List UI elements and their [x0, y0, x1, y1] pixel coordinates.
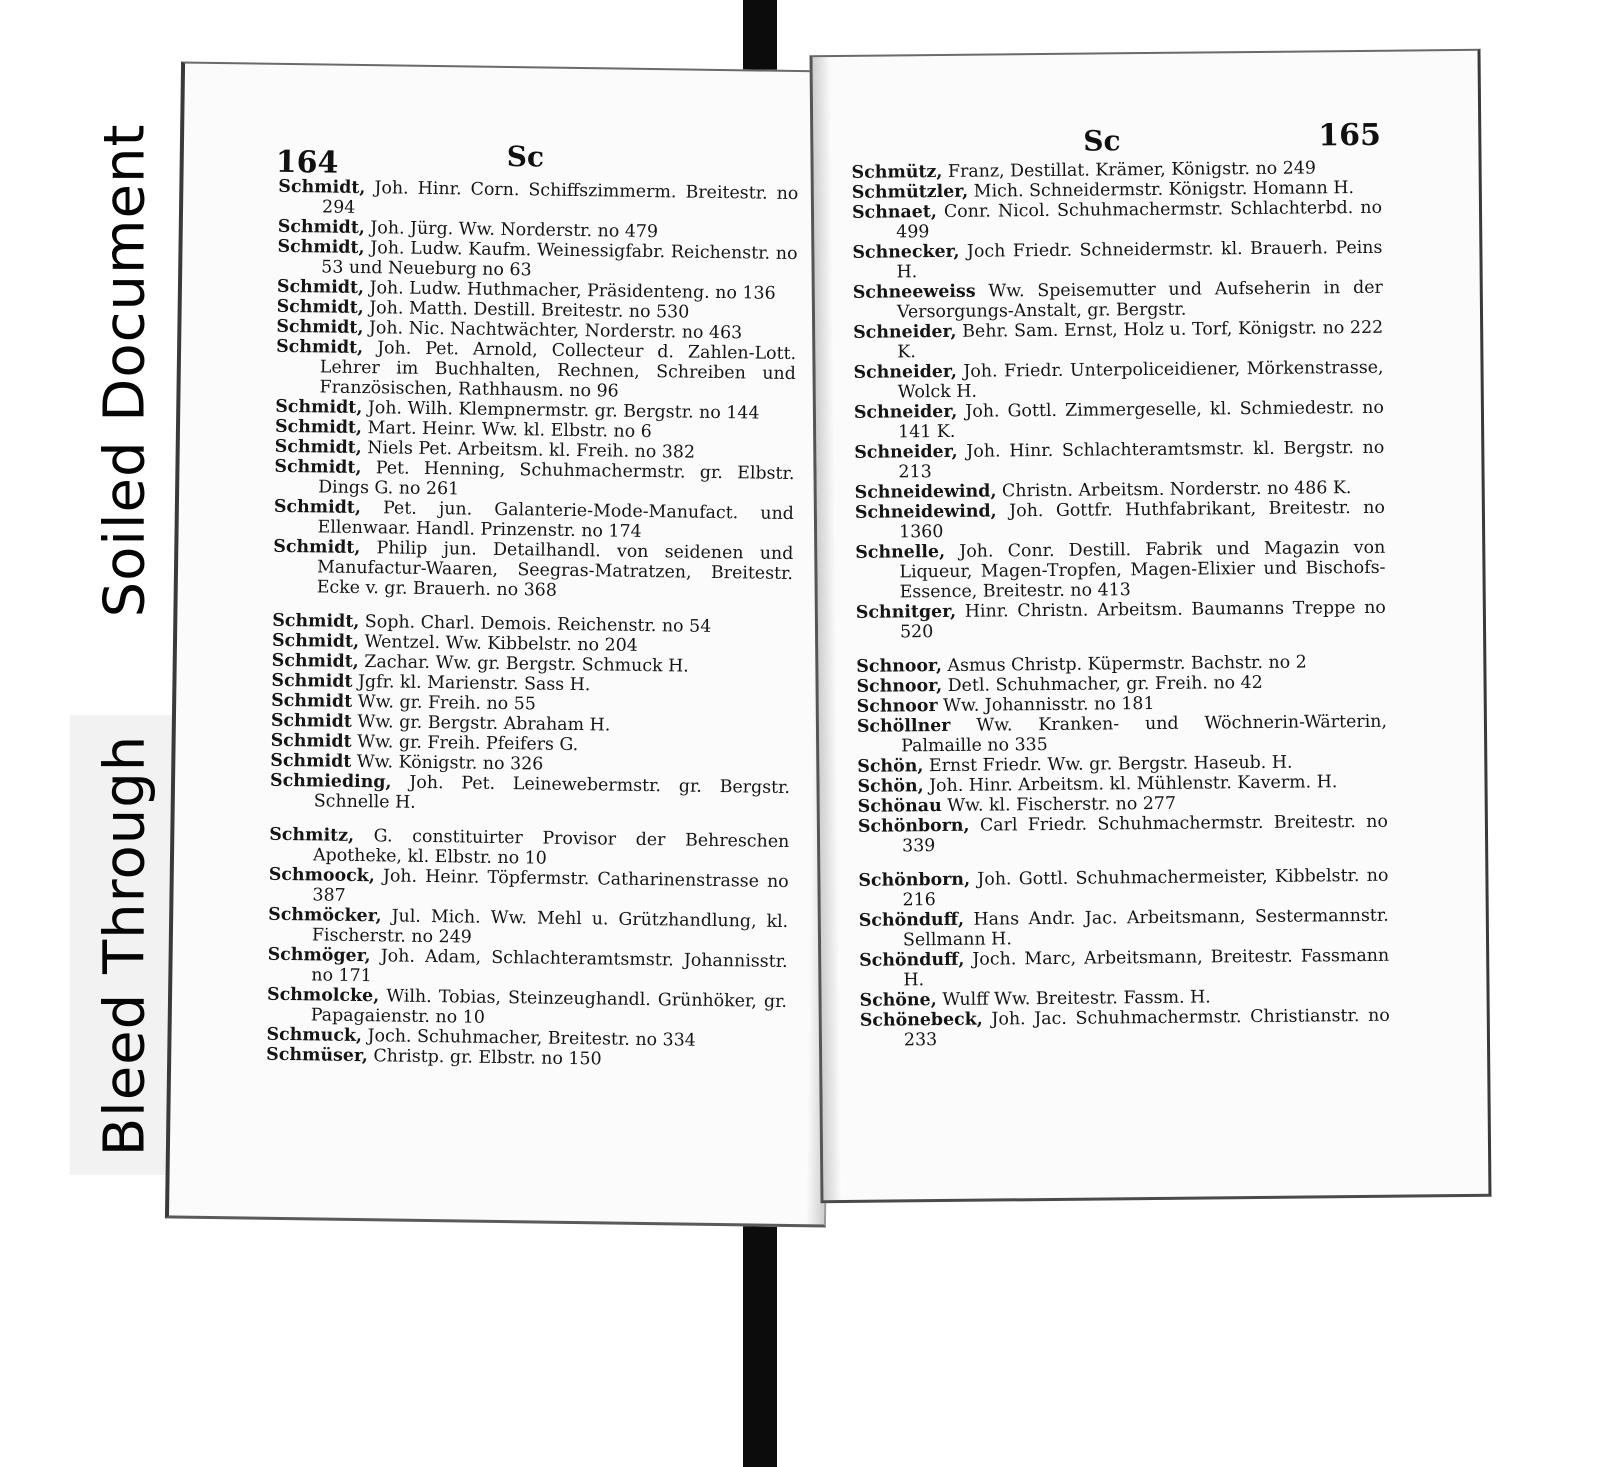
entry-surname: Schönau	[857, 796, 942, 817]
entry-details: Ww. Königstr. no 326	[356, 751, 544, 775]
entry-surname: Schneidewind,	[854, 481, 997, 503]
entry-details: Ww. gr. Bergstr. Abraham H.	[357, 711, 611, 736]
right-page	[810, 49, 1492, 1203]
directory-entry	[855, 538, 1386, 603]
entry-details: Joh. Matth. Destill. Breitestr. no 530	[369, 298, 690, 323]
entry-details: Hinr. Christn. Arbeitsm. Baumanns Treppe no 520	[899, 597, 1386, 643]
entry-details: Hans Andr. Jac. Arbeitsmann, Sestermannstr. Sellmann H.	[902, 905, 1389, 951]
entry-details: Ww. Kranken- und Wöchnerin-Wärterin, Palmaille no 335	[901, 711, 1388, 757]
entry-surname: Schmidt,	[278, 176, 366, 199]
bleed-through-label	[70, 715, 180, 1175]
entry-surname: Schmitz,	[269, 824, 355, 846]
entry-surname: Schmützler,	[851, 181, 969, 203]
entry-surname: Schmöger,	[267, 944, 371, 967]
entry-surname: Schmöcker,	[268, 904, 382, 927]
entry-surname: Schmidt	[270, 750, 352, 772]
entry-details: Ww. gr. Freih. no 55	[357, 691, 537, 715]
entry-surname: Schmidt,	[273, 496, 362, 518]
left-page-section-heading: Sc	[506, 140, 545, 174]
entry-details: Joch. Marc, Arbeitsmann, Breitestr. Fassmann H.	[903, 945, 1390, 991]
directory-entry	[857, 712, 1387, 757]
entry-details: Joh. Heinr. Töpfermstr. Catharinenstrasse no 387	[312, 866, 789, 906]
entry-surname: Schmidt,	[274, 456, 362, 478]
entry-details: Ww. Speisemutter und Aufseherin in der Versorgungs-Anstalt, gr. Bergstr.	[896, 277, 1383, 323]
binding-strip-bottom	[743, 1190, 777, 1467]
entry-surname: Schmidt,	[272, 610, 360, 632]
entry-details: Joh. Hinr. Arbeitsm. kl. Mühlenstr. Kaverm. H.	[929, 772, 1338, 797]
entry-details: Wulff Ww. Breitestr. Fassm. H.	[942, 987, 1211, 1011]
entry-details: Joh. Ludw. Kaufm. Weinessigfabr. Reichenstr. no 53 und Neueburg no 63	[321, 238, 798, 281]
entry-details: Joch Friedr. Schneidermstr. kl. Brauerh. Peins H.	[896, 237, 1383, 283]
directory-entry	[273, 537, 794, 604]
scan-condition-labels	[70, 85, 180, 1156]
entry-details: Joh. Adam, Schlachteramtsmstr. Johannisstr. no 171	[311, 946, 788, 987]
entry-details: Ernst Friedr. Ww. gr. Bergstr. Haseub. H.	[928, 752, 1293, 777]
entry-details: Joh. Conr. Destill. Fabrik und Magazin von Liqueur, Magen-Tropfen, Magen-Elixier und Bischofs-Essence, Breitestr. no 413	[899, 537, 1386, 603]
directory-entry	[852, 198, 1382, 243]
right-page-section-heading: Sc	[1083, 124, 1121, 158]
directory-entry	[852, 238, 1382, 283]
entry-surname: Schmidt,	[273, 536, 361, 558]
entry-details: Philip jun. Detailhandl. von seidenen und Manufactur-Waaren, Seegras-Matratzen, Breitestr. Ecke v. gr. Brauerh. no 368	[316, 538, 794, 601]
directory-entry	[270, 771, 791, 818]
entry-surname: Schnoor	[856, 696, 938, 717]
entry-details: Detl. Schuhmacher, gr. Freih. no 42	[947, 672, 1263, 696]
entry-details: Joh. Ludw. Huthmacher, Präsidenteng. no 136	[369, 278, 776, 304]
entry-details: Joh. Gottfr. Huthfabrikant, Breitestr. no 1360	[898, 497, 1385, 543]
entry-surname: Schönebeck,	[859, 1009, 983, 1031]
left-page-number: 164	[275, 144, 339, 181]
left-page	[165, 61, 842, 1227]
right-page-number: 165	[1318, 117, 1382, 154]
entry-surname: Schmidt,	[271, 650, 359, 672]
entry-details: Niels Pet. Arbeitsm. kl. Freih. no 382	[367, 438, 696, 463]
entry-surname: Schneidewind,	[854, 501, 997, 523]
entry-details: Carl Friedr. Schuhmachermstr. Breitestr. no 339	[902, 811, 1388, 857]
entry-surname: Schmidt,	[276, 316, 364, 339]
entry-surname: Schnitger,	[855, 601, 957, 623]
entry-details: Jgfr. kl. Marienstr. Sass H.	[357, 671, 591, 696]
entry-details: Behr. Sam. Ernst, Holz u. Torf, Königstr. no 222 K.	[897, 317, 1384, 363]
directory-entry	[858, 812, 1388, 857]
entry-surname: Schön,	[857, 756, 924, 777]
directory-entry	[860, 1006, 1390, 1051]
soiled-document-label	[70, 95, 180, 645]
entry-surname: Schnoor,	[856, 676, 943, 697]
entry-details: Franz, Destillat. Krämer, Königstr. no 249	[947, 158, 1317, 182]
entry-surname: Schmidt,	[276, 296, 364, 319]
entry-surname: Schmidt	[271, 690, 353, 712]
entry-surname: Schön,	[857, 776, 924, 797]
entry-details: Joh. Hinr. Schlachteramtsmstr. kl. Bergstr. no 213	[898, 437, 1385, 483]
entry-details: G. constituirter Provisor der Behreschen Apotheke, kl. Elbstr. no 10	[312, 826, 790, 869]
entry-details: Joh. Gottl. Zimmergeselle, kl. Schmiedestr. no 141 K.	[898, 397, 1385, 443]
directory-entry	[854, 438, 1384, 483]
entry-details: Soph. Charl. Demois. Reichenstr. no 54	[364, 612, 712, 637]
entry-details: Ww. kl. Fischerstr. no 277	[947, 793, 1177, 816]
right-page-entry-list	[852, 158, 1390, 1051]
entry-details: Joh. Hinr. Corn. Schiffszimmerm. Breitestr. no 294	[321, 178, 799, 218]
entry-surname: Schmütz,	[851, 161, 943, 183]
entry-details: Ww. Johannisstr. no 181	[942, 693, 1155, 716]
entry-surname: Schöllner	[856, 715, 951, 737]
directory-entry	[275, 337, 796, 404]
directory-entry	[853, 278, 1383, 323]
entry-details: Joh. Pet. Leinewebermstr. gr. Bergstr. Schnelle H.	[313, 772, 791, 813]
entry-surname: Schmidt,	[277, 216, 365, 239]
entry-surname: Schnaet,	[851, 202, 937, 223]
entry-details: Mich. Schneidermstr. Königstr. Homann H.	[973, 178, 1355, 202]
entry-details: Mart. Heinr. Ww. kl. Elbstr. no 6	[367, 418, 652, 443]
entry-details: Wilh. Tobias, Steinzeughandl. Grünhöker, gr. Papagaienstr. no 10	[310, 986, 788, 1028]
entry-details: Joh. Wilh. Klempnermstr. gr. Bergstr. no 144	[367, 398, 760, 424]
entry-surname: Schneeweiss	[852, 281, 976, 303]
left-page-entry-list	[266, 177, 798, 1072]
entry-surname: Schönduff,	[859, 949, 965, 971]
entry-surname: Schmidt,	[277, 236, 365, 259]
directory-entry	[859, 946, 1389, 991]
entry-details: Joh. Gottl. Schuhmachermeister, Kibbelstr. no 216	[902, 865, 1389, 911]
entry-details: Conr. Nicol. Schuhmachermstr. Schlachterbd. no 499	[896, 197, 1383, 243]
entry-surname: Schmuck,	[266, 1024, 363, 1047]
entry-surname: Schönduff,	[858, 909, 965, 931]
entry-surname: Schmidt,	[274, 436, 362, 459]
entry-details: Asmus Christp. Küpermstr. Bachstr. no 2	[947, 652, 1307, 676]
entry-surname: Schönborn,	[857, 815, 970, 837]
entry-details: Joch. Schuhmacher, Breitestr. no 334	[367, 1026, 696, 1051]
entry-details: Jul. Mich. Ww. Mehl u. Grützhandlung, kl. Fischerstr. no 249	[311, 906, 789, 948]
entry-surname: Schmidt	[271, 670, 353, 692]
entry-details: Christn. Arbeitsm. Norderstr. no 486 K.	[1001, 478, 1352, 502]
entry-surname: Schneider,	[854, 441, 958, 463]
entry-details: Zachar. Ww. gr. Bergstr. Schmuck H.	[364, 652, 689, 677]
entry-surname: Schmolcke,	[266, 984, 380, 1007]
entry-details: Ww. gr. Freih. Pfeifers G.	[357, 731, 579, 756]
directory-entry	[858, 866, 1388, 911]
entry-surname: Schöne,	[859, 990, 937, 1011]
directory-entry	[859, 906, 1389, 951]
entry-surname: Schmidt,	[271, 630, 360, 652]
entry-surname: Schmoock,	[268, 864, 375, 887]
entry-details: Joh. Pet. Arnold, Collecteur d. Zahlen-Lott. Lehrer im Buchhalten, Rechnen, Schreiben und Französischen, Rathhausm. no 96	[319, 338, 797, 402]
entry-surname: Schmidt,	[275, 336, 364, 359]
directory-entry	[856, 598, 1386, 643]
entry-surname: Schmidt	[270, 710, 353, 732]
entry-surname: Schönborn,	[858, 869, 971, 891]
bleed-through-text: Bleed Through	[92, 734, 158, 1156]
entry-details: Joh. Jac. Schuhmachermstr. Christianstr. no 233	[903, 1005, 1390, 1051]
entry-details: Joh. Jürg. Ww. Norderstr. no 479	[370, 218, 659, 243]
entry-surname: Schmidt,	[276, 276, 365, 299]
entry-surname: Schnelle,	[855, 541, 946, 563]
entry-surname: Schmidt	[270, 730, 352, 752]
soiled-document-text: Soiled Document	[92, 123, 158, 617]
entry-surname: Schmidt,	[274, 416, 363, 439]
entry-details: Joh. Friedr. Unterpoliceidiener, Mörkenstrasse, Wolck H.	[897, 357, 1384, 403]
entry-surname: Schnoor,	[856, 656, 943, 677]
entry-surname: Schnecker,	[852, 241, 960, 263]
directory-entry	[853, 358, 1383, 403]
directory-entry	[854, 398, 1384, 443]
entry-details: Christp. gr. Elbstr. no 150	[373, 1046, 602, 1070]
directory-entry	[853, 318, 1383, 363]
entry-surname: Schneider,	[853, 361, 957, 383]
entry-surname: Schneider,	[853, 401, 958, 423]
entry-details: Pet. jun. Galanterie-Mode-Manufact. und Ellenwaar. Handl. Prinzenstr. no 174	[317, 498, 795, 542]
entry-details: Joh. Nic. Nachtwächter, Norderstr. no 463	[368, 318, 743, 344]
directory-entry	[855, 498, 1385, 543]
entry-surname: Schmidt,	[275, 396, 363, 419]
entry-surname: Schneider,	[853, 321, 957, 343]
entry-surname: Schmüser,	[266, 1044, 369, 1067]
entry-details: Pet. Henning, Schuhmachermstr. gr. Elbstr. Dings G. no 261	[318, 458, 795, 500]
entry-surname: Schmieding,	[269, 770, 392, 793]
entry-details: Wentzel. Ww. Kibbelstr. no 204	[364, 632, 638, 656]
